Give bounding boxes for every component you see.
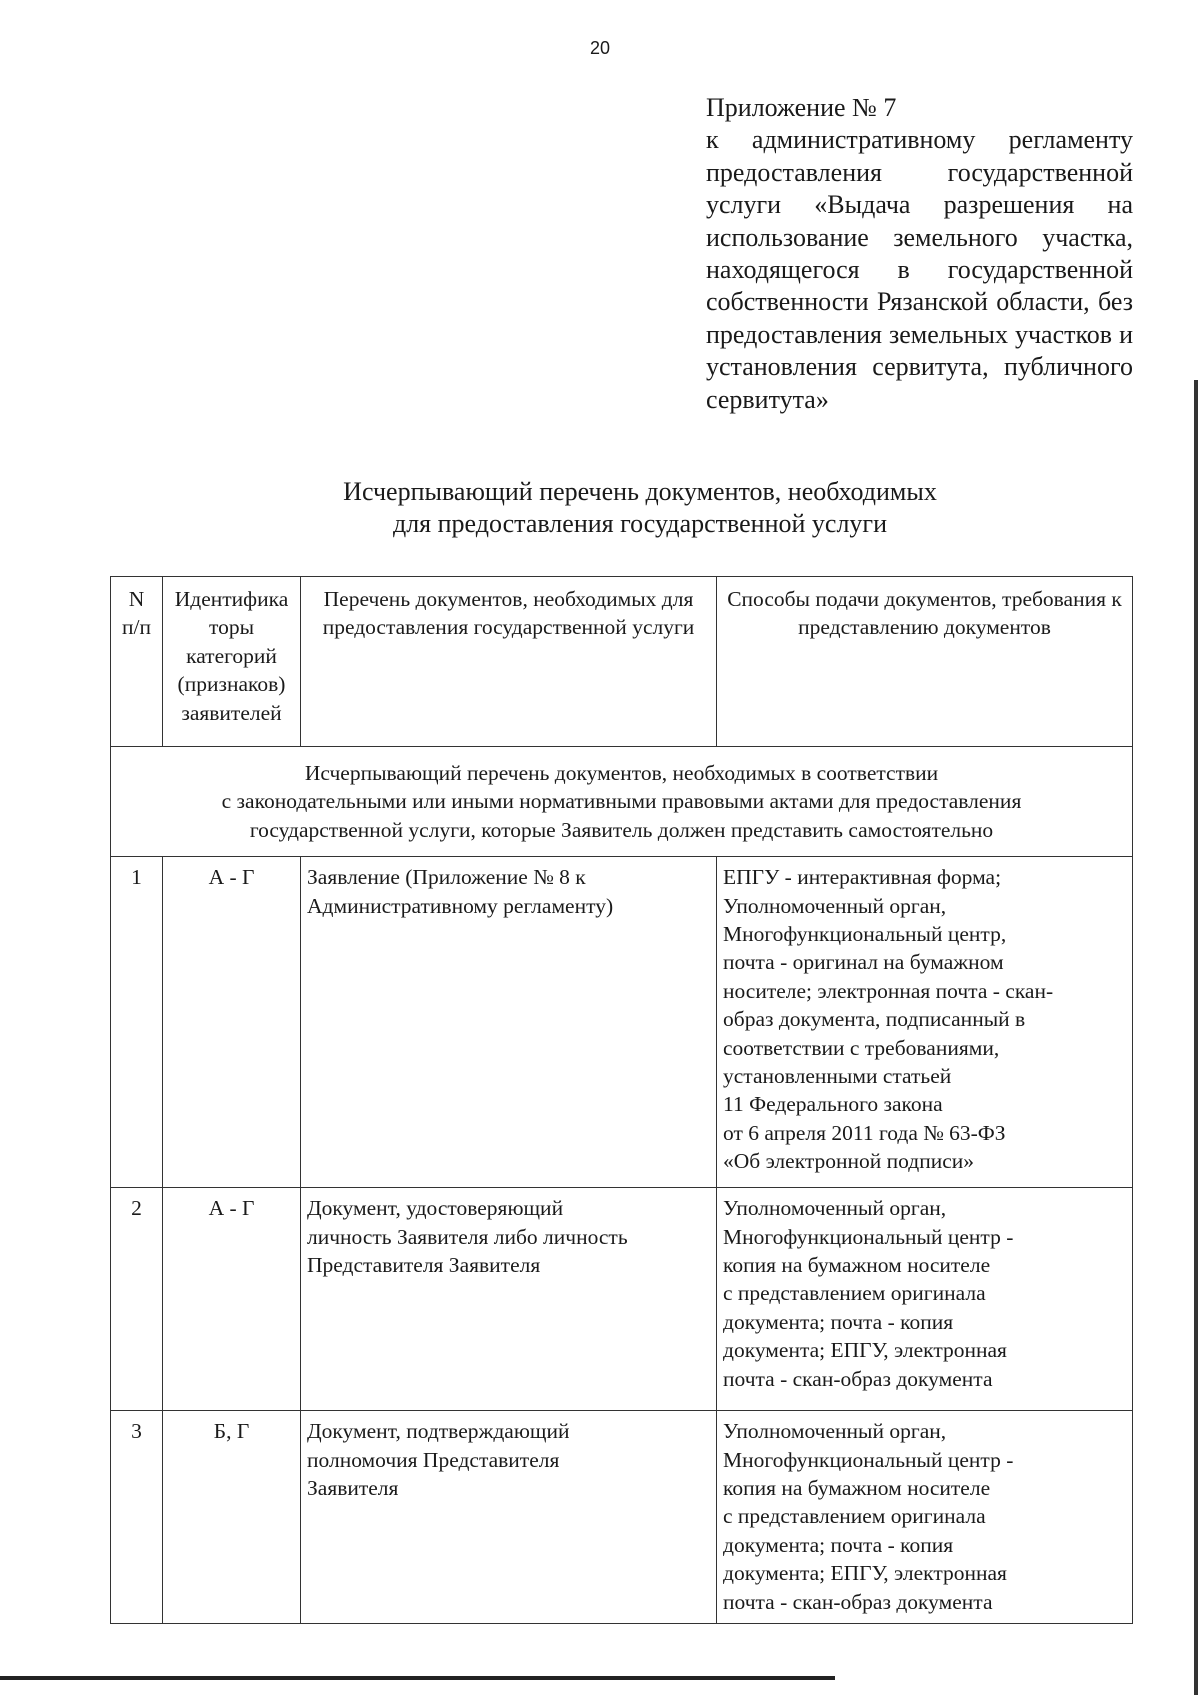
row-num: 2 [111, 1188, 163, 1411]
table-row [111, 1188, 1133, 1411]
row-document: Документ, удостоверяющий личность Заявителя либо личность Представителя Заявителя [301, 1188, 717, 1411]
table-row [111, 857, 1133, 1188]
header-num: N п/п [111, 577, 163, 747]
page-number: 20 [589, 38, 611, 58]
row-num: 1 [111, 857, 163, 1188]
header-identifiers: Идентифика торы категорий (признаков) заявителей [163, 577, 301, 747]
bottom-scan-rule [0, 1676, 835, 1680]
appendix-block [706, 92, 1133, 416]
table-section-row [111, 747, 1133, 857]
row-methods: Уполномоченный орган, Многофункциональный центр - копия на бумажном носителе с представлением оригинала документа; почта - копия документа; ЕПГУ, электронная почта - скан-образ документа [717, 1188, 1133, 1411]
table-row [111, 1411, 1133, 1624]
header-submission-methods: Способы подачи документов, требования к представлению документов [717, 577, 1133, 747]
appendix-text: к административному регламенту предоставления государственной услуги «Выдача разрешения на использование земельного участка, находящегося в государственной собственности Рязанской области, без предоставления земельных участков и установления сервитута, публичного сервитута» [706, 125, 1133, 414]
row-num: 3 [111, 1411, 163, 1624]
header-documents: Перечень документов, необходимых для предоставления государственной услуги [301, 577, 717, 747]
section-heading: Исчерпывающий перечень документов, необходимых в соответствии с законодательными или иными нормативными правовыми актами для предоставления государственной услуги, которые Заявитель должен представить самостоятельно [111, 747, 1133, 857]
row-document: Заявление (Приложение № 8 к Административному регламенту) [301, 857, 717, 1188]
table-header-row [111, 577, 1133, 747]
row-identifiers: А - Г [163, 1188, 301, 1411]
appendix-title: Приложение № 7 [706, 93, 897, 122]
documents-table [110, 576, 1133, 1624]
document-title-line-2: для предоставления государственной услуги [392, 509, 888, 538]
right-scan-edge [1194, 380, 1198, 1695]
row-identifiers: А - Г [163, 857, 301, 1188]
row-document: Документ, подтверждающий полномочия Представителя Заявителя [301, 1411, 717, 1624]
document-title [250, 476, 1030, 540]
row-methods: ЕПГУ - интерактивная форма; Уполномоченный орган, Многофункциональный центр, почта - оригинал на бумажном носителе; электронная почта - скан- образ документа, подписанный в соответствии с требованиями, установленными статьей 11 Федерального закона от 6 апреля 2011 года № 63-ФЗ «Об электронной подписи» [717, 857, 1133, 1188]
row-identifiers: Б, Г [163, 1411, 301, 1624]
row-methods: Уполномоченный орган, Многофункциональный центр - копия на бумажном носителе с представлением оригинала документа; почта - копия документа; ЕПГУ, электронная почта - скан-образ документа [717, 1411, 1133, 1624]
document-title-line-1: Исчерпывающий перечень документов, необходимых [343, 477, 937, 506]
